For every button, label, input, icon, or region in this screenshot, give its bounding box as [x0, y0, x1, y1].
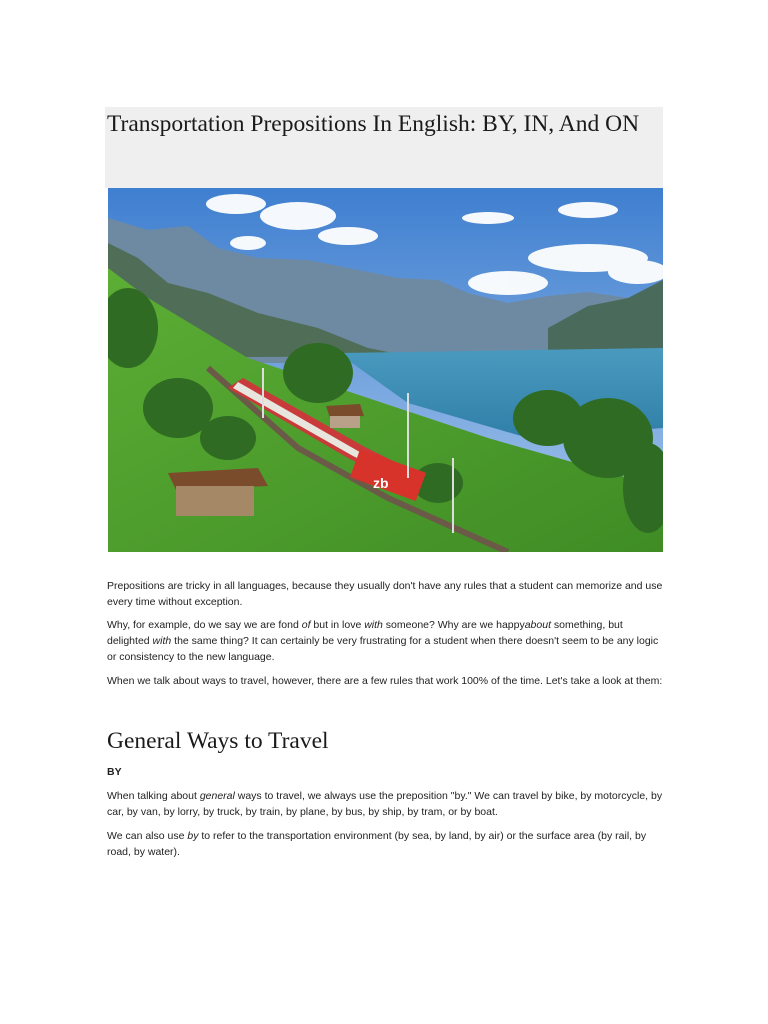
section-subheading: BY [107, 766, 122, 778]
intro-paragraph-1: Prepositions are tricky in all languages, because they usually don't have any rules that a student can memorize and use every time without exception. [107, 580, 663, 608]
s2-em-by: by [187, 830, 199, 842]
title-box [105, 107, 663, 188]
p2-text-e: someone? Why are we happy [382, 619, 525, 631]
s1-text-a: When talking about [107, 790, 200, 802]
section-paragraph-1 [107, 788, 667, 820]
p2-text-i: the same thing? It can certainly be very frustrating for a student when there doesn't seem to be any logic or consistency to the new language. [107, 635, 659, 663]
s2-text-a: We can also use [107, 830, 188, 842]
page-title: Transportation Prepositions In English: BY, IN, And ON [107, 111, 640, 137]
section-heading: General Ways to Travel [107, 728, 329, 754]
p2-em-about: about [524, 619, 551, 631]
p2-em-of: of [301, 619, 311, 631]
s1-text-c: ways to travel, we always use the preposition "by." We can travel by bike, by motorcycle, by car, by van, by lorry, by truck, by train, by plane, by bus, by ship, by tram, or by boat. [107, 790, 663, 818]
train-logo: zb [373, 475, 389, 491]
train-landscape-photo [108, 188, 663, 552]
p2-text-c: but in love [310, 619, 365, 631]
s2-text-c: to refer to the transportation environment (by sea, by land, by air) or the surface area (by rail, by road, by water). [107, 830, 647, 858]
section-paragraph-2 [107, 828, 667, 860]
intro-paragraph-2 [107, 617, 667, 665]
p2-text-g: something, but delighted [107, 619, 623, 647]
p2-em-with: with [364, 619, 383, 631]
intro-paragraph-3: When we talk about ways to travel, however, there are a few rules that work 100% of the time. Let's take a look at them: [107, 675, 663, 687]
s1-em-general: general [199, 790, 235, 802]
photo-illustration [108, 188, 663, 552]
p2-text-a: Why, for example, do we say we are fond [107, 619, 302, 631]
p2-em-with-2: with [152, 635, 172, 647]
